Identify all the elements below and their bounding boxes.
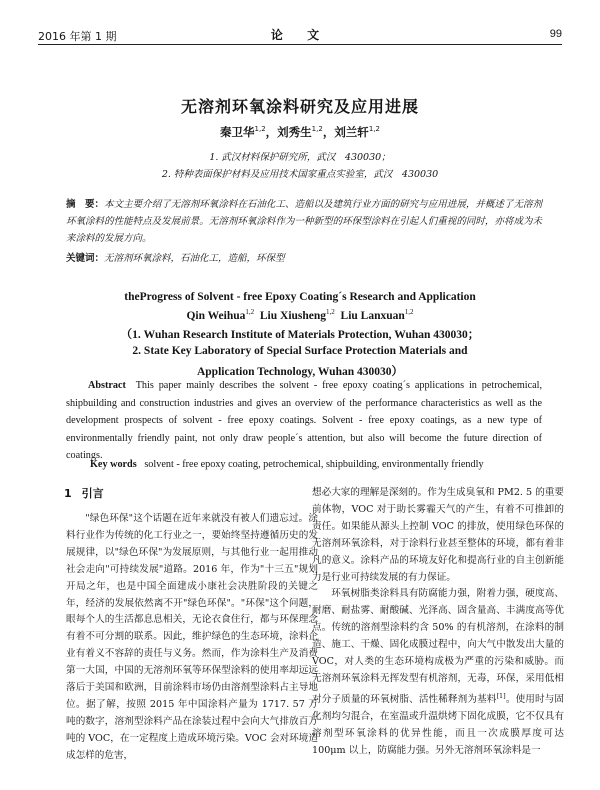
affiliation: 1. 武汉材料保护研究所，武汉 430030； xyxy=(209,152,391,163)
body-paragraph: "绿色环保"这个话题在近年来就没有被人们遗忘过。涂料行业作为传统的化工行业之一，要始终坚持遵循历史的发展规律，以"绿色环保"为发展原则，与其他行业一起用推动社会走向"可持续发展"道路。2016 年，作为"十三五"规划开局之年，也是中国全面建成小康社会决胜阶段的关键之年，经济的发展依然离不开"绿色环保"。"环保"这个问题，眼每个人的生活都息息相关，无论衣食住行，都与环保理念有着不可分割的联系。因此，维护绿色的生态环境，涂料企业有着义不容辞的责任与义务。然而，作为涂料生产及消费第一大国，中国的无溶剂环氧等环保型涂料的使用率却远远落后于美国和欧洲，目前涂料市场仍由溶剂型涂料占主导地位。据了解，按照 2015 年中国涂料产量为 1717. 57 万吨的数字，溶剂型涂料产品在涂装过程中会向大气排放百万吨的 VOC，在一定程度上造成环境污染。VOC 会对环境造成怎样的危害， xyxy=(66,513,318,761)
body-paragraph-continued: 想必大家的理解是深刻的。作为生成臭氧和 PM2. 5 的重要前体物，VOC 对于助长雾霾天气的产生，有着不可推卸的责任。如果能从源头上控制 VOC 的排放，使用绿色环保的无溶剂环氧涂料，对于涂料行业甚至整体的环境，都有着非凡的意义。涂料产品的环境友好化和提高行业的自主创新能力是行业可持续发展的有力保证。 xyxy=(312,487,564,583)
section-label: 论 文 xyxy=(270,28,330,42)
author-name: 刘秀生 xyxy=(277,125,312,139)
keywords-cn xyxy=(66,250,542,267)
page-number: 99 xyxy=(549,28,562,40)
body-column-left xyxy=(66,485,318,765)
author-name: 秦卫华 xyxy=(220,125,255,139)
author-affil-sup: 1,2 xyxy=(254,125,266,134)
paper-title: 无溶剂环氧涂料研究及应用进展 xyxy=(180,97,419,116)
paragraph-text: 。使用时与固化剂均匀混合，在室温或升温烘烤下固化成膜，它不仅具有溶剂型环氧涂料的优异性能，而且一次成膜厚度可达 100μm 以上，防腐能力强。另外无溶剂环氧涂料是一 xyxy=(312,694,565,756)
english-author-sup: 1,2 xyxy=(404,308,414,316)
abstract-en xyxy=(66,377,542,465)
body-paragraph xyxy=(312,586,564,759)
running-header xyxy=(38,24,562,45)
english-author-list xyxy=(0,308,600,322)
english-author-name: Qin Weihua xyxy=(186,309,246,322)
author-affil-sup: 1,2 xyxy=(311,125,323,134)
section-title: 引言 xyxy=(81,487,104,500)
keywords-cn-label: 关键词： xyxy=(66,253,105,264)
author-list: 秦卫华$^{1,2}$，刘秀生$^{1,2}$，刘兰轩$^{1,2}$ xyxy=(220,125,380,139)
journal-issue: 2016 年第 1 期 xyxy=(38,30,117,43)
abstract-cn xyxy=(66,196,542,247)
abstract-en-label: Abstract xyxy=(88,380,126,391)
english-affiliation: 2. State Key Laboratory of Special Surface Protection Materials and xyxy=(132,345,468,357)
english-author-sup: 1,2 xyxy=(245,308,255,316)
keywords-en-text: solvent - free epoxy coating, petrochemical, shipbuilding, environmentally friendly xyxy=(144,459,484,470)
keywords-en xyxy=(90,456,542,473)
keywords-en-label: Key words xyxy=(90,459,137,470)
abstract-cn-text: 本文主要介绍了无溶剂环氧涂料在石油化工、造船以及建筑行业方面的研究与应用进展，并概述了无溶剂环氧涂料的性能特点及发展前景。无溶剂环氧涂料作为一种新型的环保型涂料在引起人们重视的同时，亦将成为未来涂料的发展方向。 xyxy=(66,199,542,244)
english-affiliation: Application Technology, Wuhan 430030） xyxy=(196,366,403,378)
keywords-cn-text: 无溶剂环氧涂料，石油化工，造船，环保型 xyxy=(104,253,285,264)
paragraph-text: 环氧树脂类涂料具有防腐能力强，附着力强，硬度高、耐磨、耐盐雾、耐酸碱、光泽高、固含量高、丰满度高等优点。传统的溶剂型涂料约含 50% 的有机溶剂，在涂料的制造、施工、干燥、固化成膜过程中，向大气中散发出大量的 VOC，对人类的生态环境构成极为严重的污染和威胁。而无溶剂环氧涂料无挥发型有机溶剂，无毒，环保，采用低相对分子质量的环氧树脂、活性稀释剂为基料 xyxy=(312,588,564,706)
citation-ref: [1] xyxy=(496,691,506,700)
section-number: 1 xyxy=(64,487,72,500)
abstract-cn-label: 摘 要： xyxy=(66,199,105,210)
author-name: 刘兰轩 xyxy=(334,125,369,139)
english-author-name: Liu Lanxuan xyxy=(340,309,405,322)
english-title: theProgress of Solvent - free Epoxy Coating´s Research and Application xyxy=(124,291,476,303)
english-author-name: Liu Xiusheng xyxy=(259,309,327,322)
section-heading xyxy=(64,485,318,503)
body-column-right xyxy=(312,485,564,760)
english-author-sup: 1,2 xyxy=(326,308,335,316)
english-affiliation: （1. Wuhan Research Institute of Materials Protection, Wuhan 430030； xyxy=(120,329,480,341)
abstract-en-text: This paper mainly describes the solvent - free epoxy coating´s applications in petrochemical, shipbuilding and construction industries and gives an overview of the performance characteristics as well as the development prospects of solvent - free epoxy coatings. Solvent - free epoxy coatings, as a new type of environmentally friendly paint, not only draw people´s attention, but also will become the future direction of coatings. xyxy=(66,380,543,461)
affiliation: 2. 特种表面保护材料及应用技术国家重点实验室，武汉 430030 xyxy=(161,169,439,180)
author-affil-sup: 1,2 xyxy=(368,125,380,134)
